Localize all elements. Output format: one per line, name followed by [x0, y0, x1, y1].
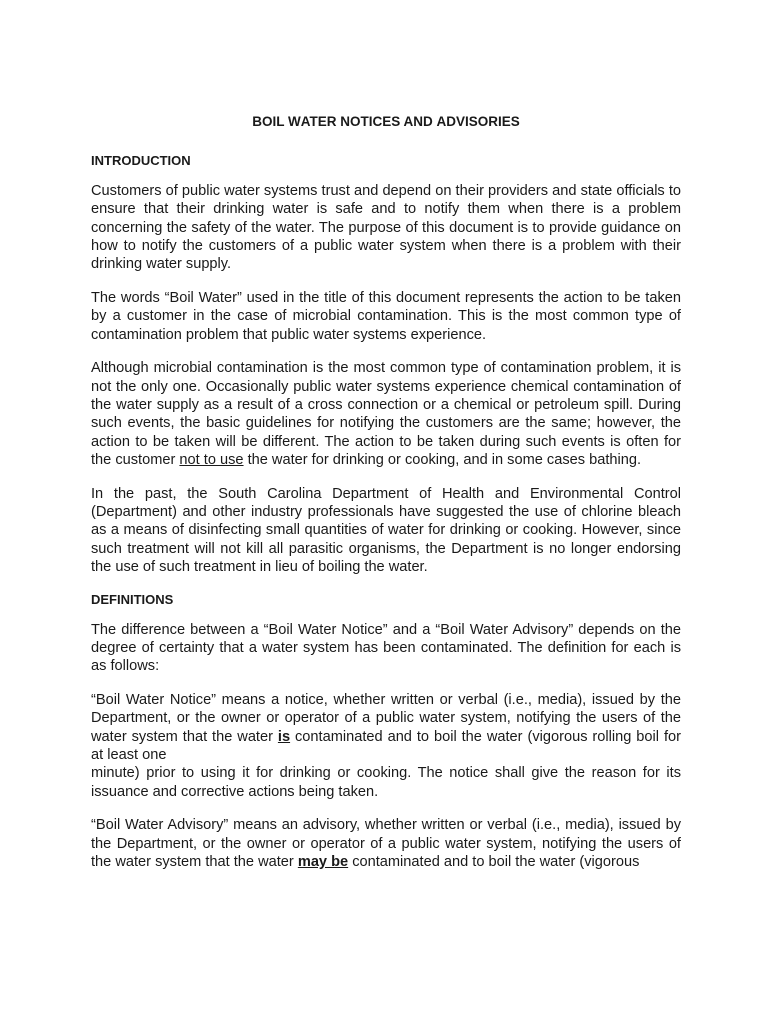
heading-part: I — [91, 153, 95, 168]
text-run: contaminated and to boil the water (vigorous — [348, 853, 640, 870]
section-heading-definitions — [91, 592, 681, 608]
paragraph-definitions-1: The difference between a “Boil Water Notice” and a “Boil Water Advisory” depends on the degree of certainty that a water system has been contaminated. The definition for each is as follows: — [91, 621, 681, 675]
document-title — [91, 114, 681, 130]
paragraph-intro-1: Customers of public water systems trust and depend on their providers and state officials to ensure that their drinking water is safe and to notify them when there is a problem concerning the safety of the water. The purpose of this document is to provide guidance on how to notify the customers of a public water system when there is a problem with their drinking water supply. — [91, 183, 681, 273]
text-run: “Boil Water Advisory” means an advisory, whether written or verbal (i.e., media), issued by the Department, or the owner or operator of a public water system, notifying the users of the water system that the water — [91, 817, 681, 870]
title-part: OIL — [261, 114, 288, 129]
underlined-text: not to use — [179, 451, 244, 468]
title-part: B — [252, 114, 262, 129]
title-part: ATER — [300, 114, 341, 129]
paragraph-intro-4: In the past, the South Carolina Department of Health and Environmental Control (Department) and other industry professionals have suggested the use of chlorine bleach as a means of disinfecting small quantities of water for drinking or cooking. However, since such treatment will not kill all parasitic organisms, the Department is no longer endorsing the use of such treatment in lieu of boiling the water. — [91, 485, 681, 575]
text-run: the water for drinking or cooking, and in some cases bathing. — [243, 451, 642, 468]
paragraph-intro-3 — [91, 359, 681, 469]
paragraph-intro-2: The words “Boil Water” used in the title of this document represents the action to be taken by a customer in the case of microbial contamination. This is the most common type of contamination problem that public water systems experience. — [91, 289, 681, 343]
paragraph-definition-advisory — [91, 816, 681, 871]
title-part: OTICES AND — [349, 114, 437, 129]
section-heading-introduction — [91, 153, 681, 169]
text-run: contaminated and to boil the water (vigorous rolling boil for at least one — [91, 728, 681, 763]
paragraph-definition-notice — [91, 691, 681, 801]
title-part: DVISORIES — [446, 114, 520, 129]
heading-part: NTRODUCTION — [94, 153, 191, 168]
text-run: minute) prior to using it for drinking or cooking. The notice shall give the reason for its issuance and corrective actions being taken. — [91, 765, 681, 800]
title-part: W — [287, 114, 301, 129]
text-run: “Boil Water Notice” means a notice, whether written or verbal (i.e., media), issued by the Department, or the owner or operator of a public water system, notifying the users of the water system that the water — [91, 692, 681, 745]
title-part: N — [340, 114, 350, 129]
heading-part: D — [91, 591, 101, 607]
title-part: A — [436, 114, 447, 129]
bold-underlined-text: is — [277, 728, 291, 745]
heading-part: EFINITIONS — [100, 591, 174, 607]
bold-underlined-text: may be — [297, 853, 349, 870]
text-run: Although microbial contamination is the most common type of contamination problem, it is not the only one. Occasionally public water systems experience chemical contamination of the water supply as a result of a cross connection or a chemical or petroleum spill. During such events, the basic guidelines for notifying the customers are the same; however, the action to be taken will be different. The action to be taken during such events is often for the customer — [91, 360, 681, 468]
